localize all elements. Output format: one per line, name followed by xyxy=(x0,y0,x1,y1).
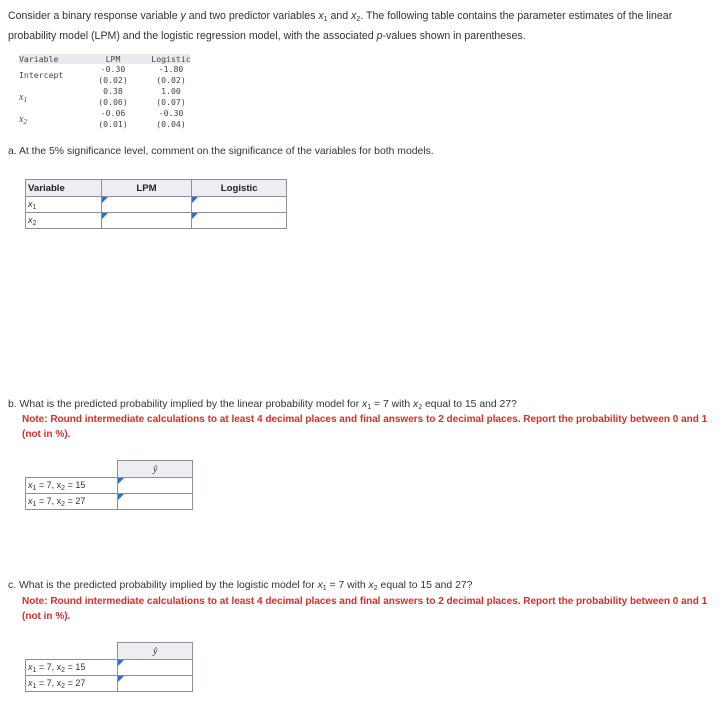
row-label xyxy=(26,197,102,213)
part-b-x1-sub: 1 xyxy=(367,404,372,411)
part-c-q-text-2: = 7 with xyxy=(326,580,369,591)
table-row xyxy=(26,478,193,494)
est-row-label xyxy=(19,114,27,126)
est-pvalue: (0.01) xyxy=(98,119,128,129)
est-header-variable: Variable xyxy=(19,54,59,64)
row-var-sub: 2 xyxy=(32,219,37,227)
intro-x2-sub: 2 xyxy=(356,16,361,23)
part-a-header-logistic: Logistic xyxy=(192,180,287,197)
row-var-sub: 1 xyxy=(32,666,37,674)
row-var-sub: 1 xyxy=(32,484,37,492)
part-b-input-15[interactable] xyxy=(124,479,190,492)
est-value: -1.80 xyxy=(158,64,184,74)
part-c-note: Note: Round intermediate calculations to at least 4 decimal places and final answers to 2 decimal places. Report the probability between 0 and 1 (not in %). xyxy=(22,596,708,622)
part-c-header-yhat: ŷ xyxy=(118,643,193,660)
part-c-x2: x xyxy=(368,580,374,591)
table-row xyxy=(26,197,287,213)
row-label xyxy=(26,478,118,494)
row-var: x xyxy=(28,214,33,225)
row-label xyxy=(26,494,118,510)
part-a-question: a. At the 5% significance level, comment on the significance of the variables for both models. xyxy=(8,146,434,157)
part-b-table xyxy=(25,460,193,510)
est-pvalue: (0.02) xyxy=(98,75,128,85)
intro-x2: x xyxy=(351,10,357,22)
intro-text-1: Consider a binary response variable xyxy=(8,10,181,22)
part-b-x1: x xyxy=(362,399,368,410)
dropdown-marker-icon xyxy=(102,213,108,219)
table-row xyxy=(26,676,193,692)
part-b-q-text-3: equal to 15 and 27? xyxy=(422,399,517,410)
part-c-x1-sub: 1 xyxy=(322,585,327,592)
part-b-x2: x xyxy=(413,399,419,410)
est-var-sub: 1 xyxy=(23,96,27,104)
row-post: = 15 xyxy=(65,479,86,490)
intro-text-5: -values shown in parentheses. xyxy=(382,30,526,42)
logistic-dropdown-x2[interactable] xyxy=(192,213,287,229)
row-var: x xyxy=(28,479,33,490)
table-row xyxy=(26,213,287,229)
est-value: 1.00 xyxy=(161,86,181,96)
row-var: x xyxy=(28,661,33,672)
row-var: x xyxy=(28,495,33,506)
table-row xyxy=(26,494,193,510)
est-row-label: Intercept xyxy=(19,70,64,80)
intro-text-4: . The following table contains the parameter estimates of the linear probability model (LPM) and the logistic regression model, with the associated xyxy=(8,10,673,42)
est-pvalue: (0.07) xyxy=(156,97,186,107)
table-row xyxy=(26,660,193,676)
part-b-answer-15[interactable] xyxy=(118,478,193,494)
logistic-dropdown-x1[interactable] xyxy=(192,197,287,213)
row-var-sub: 2 xyxy=(61,484,66,492)
est-header-logistic: Logistic xyxy=(151,54,191,64)
part-b-header-yhat: ŷ xyxy=(118,461,193,478)
est-value: -0.30 xyxy=(100,64,126,74)
est-value: -0.30 xyxy=(158,108,184,118)
est-value: 0.38 xyxy=(103,86,123,96)
est-pvalue: (0.04) xyxy=(156,119,186,129)
dropdown-marker-icon xyxy=(192,213,198,219)
intro-text-3: and xyxy=(327,10,352,22)
part-b-note: Note: Round intermediate calculations to at least 4 decimal places and final answers to 2 decimal places. Report the probability between 0 and 1 (not in %). xyxy=(22,414,708,440)
problem-intro xyxy=(8,8,720,45)
part-a-header-lpm: LPM xyxy=(101,180,192,197)
row-var-sub: 2 xyxy=(61,666,66,674)
row-post: = 27 xyxy=(65,677,86,688)
part-c-x2-sub: 2 xyxy=(373,585,378,592)
intro-y: y xyxy=(180,10,186,22)
row-mid: = 7, x xyxy=(36,661,62,672)
dropdown-marker-icon xyxy=(192,197,198,203)
part-c-answer-27[interactable] xyxy=(118,676,193,692)
row-var: x xyxy=(28,677,33,688)
part-c-input-15[interactable] xyxy=(124,661,190,674)
row-mid: = 7, x xyxy=(36,495,62,506)
part-b-input-27[interactable] xyxy=(124,495,190,508)
part-c-table xyxy=(25,642,193,692)
est-var-x: x xyxy=(19,114,24,125)
part-c-input-27[interactable] xyxy=(124,677,190,690)
intro-x1-sub: 1 xyxy=(323,16,328,23)
part-c-x1: x xyxy=(317,580,323,591)
row-var-sub: 2 xyxy=(61,500,66,508)
est-pvalue: (0.06) xyxy=(98,97,128,107)
est-value: -0.06 xyxy=(100,108,126,118)
dropdown-marker-icon xyxy=(102,197,108,203)
row-var: x xyxy=(28,198,33,209)
row-label xyxy=(26,213,102,229)
part-c-header-blank xyxy=(26,643,118,660)
est-var-x: x xyxy=(19,92,24,103)
intro-text-2: and two predictor variables xyxy=(185,10,319,22)
part-c-q-text-1: c. What is the predicted probability implied by the logistic model for xyxy=(8,580,318,591)
intro-x1: x xyxy=(318,10,324,22)
part-a-table xyxy=(25,179,287,229)
part-c-q-text-3: equal to 15 and 27? xyxy=(377,580,473,591)
row-var-sub: 1 xyxy=(32,682,37,690)
est-header-lpm: LPM xyxy=(105,54,121,64)
row-mid: = 7, x xyxy=(36,677,62,688)
est-var-sub: 2 xyxy=(23,118,27,126)
row-label xyxy=(26,676,118,692)
row-var-sub: 2 xyxy=(61,682,66,690)
row-post: = 27 xyxy=(65,495,86,506)
row-post: = 15 xyxy=(65,661,86,672)
lpm-dropdown-x1[interactable] xyxy=(101,197,192,213)
est-pvalue: (0.02) xyxy=(156,75,186,85)
part-b-header-blank xyxy=(26,461,118,478)
lpm-dropdown-x2[interactable] xyxy=(101,213,192,229)
row-label xyxy=(26,660,118,676)
intro-p: p xyxy=(376,30,383,42)
est-row-label xyxy=(19,92,27,104)
row-var-sub: 1 xyxy=(32,203,37,211)
part-b-q-text-1: b. What is the predicted probability implied by the linear probability model for xyxy=(8,399,363,410)
part-a-header-variable: Variable xyxy=(26,180,102,197)
part-c-answer-15[interactable] xyxy=(118,660,193,676)
part-b-q-text-2: = 7 with xyxy=(371,399,414,410)
part-b-x2-sub: 2 xyxy=(418,404,423,411)
part-b-answer-27[interactable] xyxy=(118,494,193,510)
row-var-sub: 1 xyxy=(32,500,37,508)
row-mid: = 7, x xyxy=(36,479,62,490)
